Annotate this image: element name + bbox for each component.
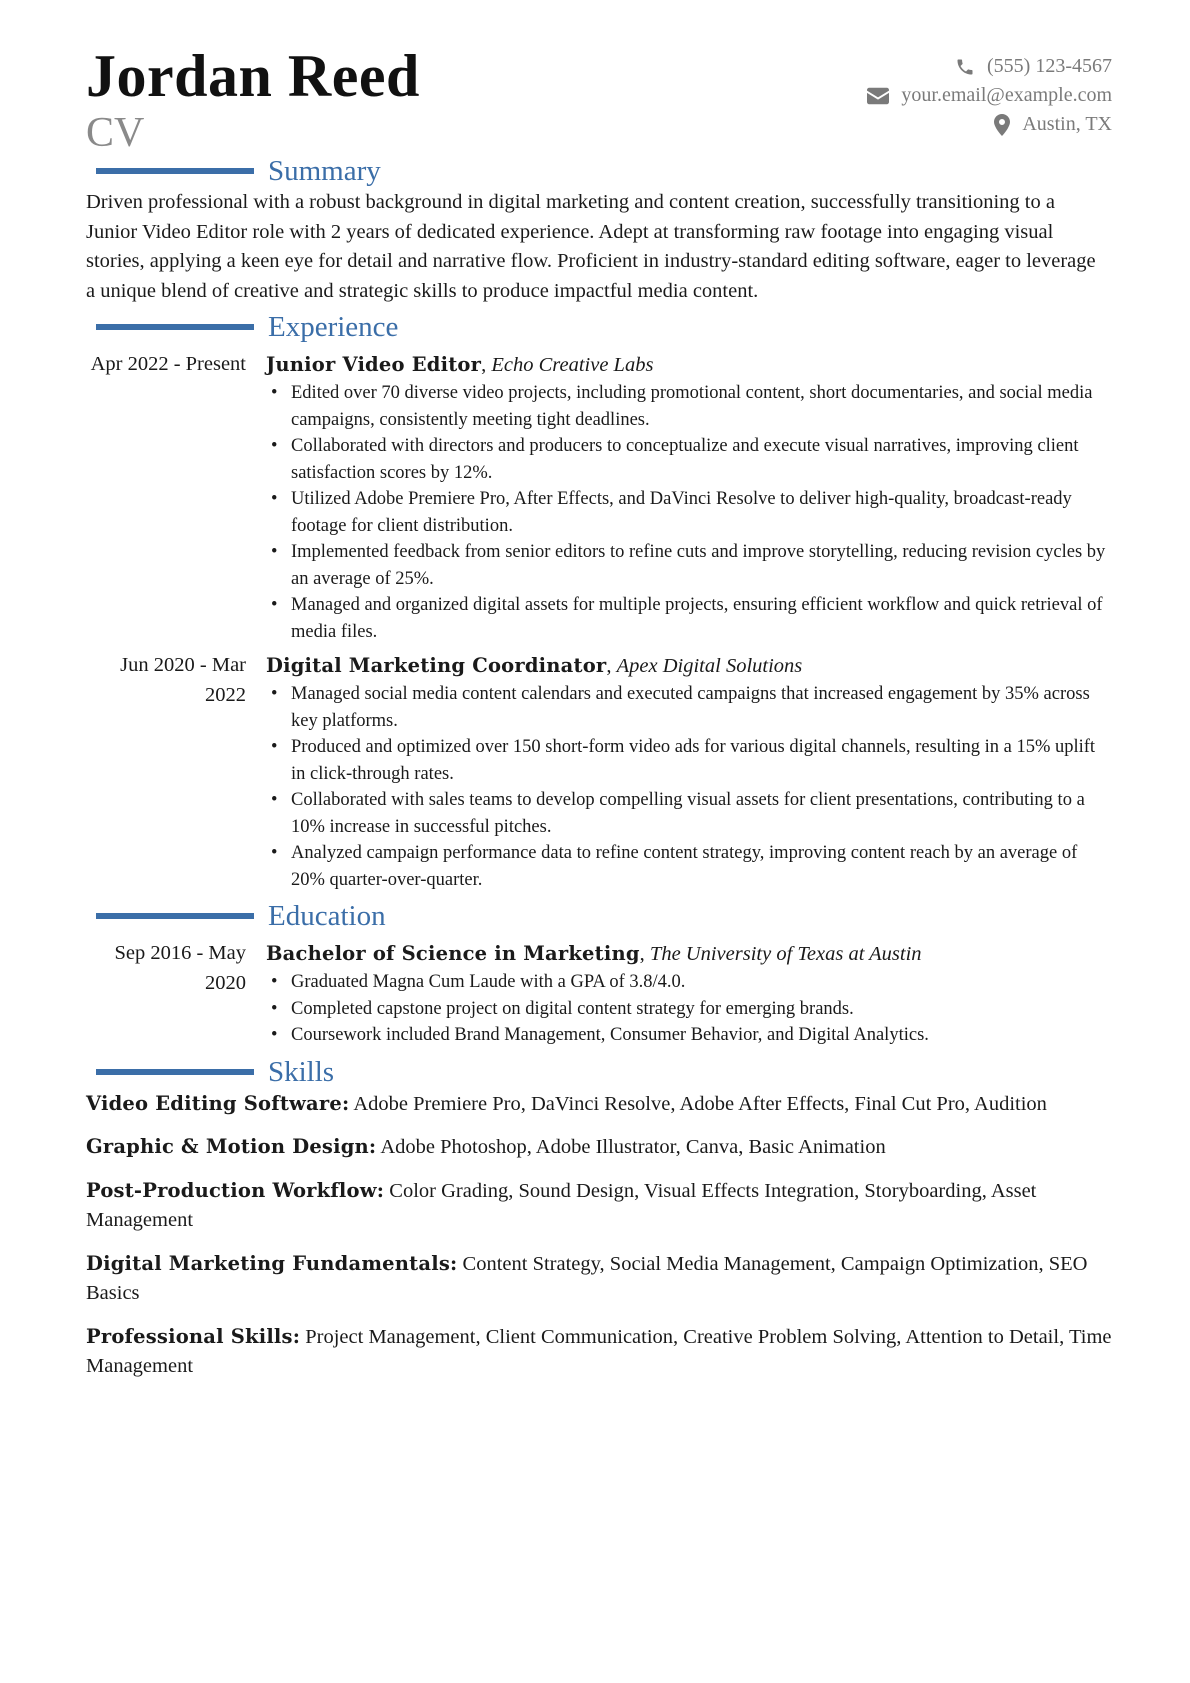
list-item: • Analyzed campaign performance data to refine content strategy, improving content reach by an average of 20% quarter-over-quarter. [266, 840, 1112, 893]
skills-heading [86, 1055, 1112, 1089]
contact-location [867, 110, 1112, 139]
section-title: Education [268, 900, 386, 932]
section-title: Experience [268, 311, 399, 343]
summary-heading [86, 154, 1112, 188]
skill-line [86, 1322, 1112, 1382]
phone-icon [955, 57, 975, 77]
skill-label: Professional Skills: [86, 1324, 301, 1348]
experience-heading [86, 310, 1112, 344]
skill-label: Graphic & Motion Design: [86, 1135, 377, 1158]
skill-label: Post-Production Workflow: [86, 1178, 385, 1202]
entry-date: Apr 2022 - Present [90, 353, 246, 375]
cv-header [86, 44, 1112, 154]
experience-entry [86, 651, 1112, 893]
contact-info [867, 52, 1112, 139]
entry-date: Jun 2020 - Mar 2022 [120, 654, 246, 706]
cv-page [86, 44, 1112, 1395]
list-item: • Produced and optimized over 150 short-form video ads for various digital channels, resulting in a 15% uplift in click-through rates. [266, 734, 1112, 787]
section-title: Summary [268, 155, 381, 187]
entry-org: Apex Digital Solutions [616, 655, 803, 677]
list-item: • Graduated Magna Cum Laude with a GPA of 3.8/4.0. [266, 969, 1112, 996]
map-pin-icon [994, 114, 1010, 136]
skill-line [86, 1089, 1112, 1120]
entry-bullets [266, 380, 1112, 645]
skill-value: Adobe Photoshop, Adobe Illustrator, Canva, Basic Animation [376, 1136, 886, 1158]
entry-org: The University of Texas at Austin [649, 943, 922, 965]
education-heading [86, 899, 1112, 933]
skill-line [86, 1176, 1112, 1236]
list-item: • Collaborated with sales teams to develop compelling visual assets for client presentations, contributing to a 10% increase in successful pitches. [266, 787, 1112, 840]
email-text: your.email@example.com [901, 84, 1112, 106]
envelope-icon [867, 87, 889, 105]
list-item: • Managed social media content calendars and executed campaigns that increased engagement by 35% across key platforms. [266, 681, 1112, 734]
list-item: • Coursework included Brand Management, Consumer Behavior, and Digital Analytics. [266, 1022, 1112, 1049]
entry-role: Digital Marketing Coordinator [266, 654, 607, 677]
entry-date: Sep 2016 - May 2020 [114, 942, 246, 994]
section-title: Skills [268, 1055, 335, 1088]
list-item: • Implemented feedback from senior editors to refine cuts and improve storytelling, reducing revision cycles by an average of 25%. [266, 539, 1112, 592]
contact-email[interactable] [867, 81, 1112, 110]
entry-separator: , [639, 943, 650, 965]
entry-title [266, 939, 1112, 969]
entry-org: Echo Creative Labs [491, 354, 654, 376]
section-accent-bar [96, 1069, 254, 1075]
entry-separator: , [606, 655, 617, 677]
list-item: • Utilized Adobe Premiere Pro, After Effects, and DaVinci Resolve to deliver high-quality, broadcast-ready footage for client distribution. [266, 486, 1112, 539]
experience-entry [86, 350, 1112, 645]
skill-label: Video Editing Software: [86, 1091, 350, 1115]
phone-text: (555) 123-4567 [987, 55, 1112, 77]
entry-separator: , [481, 354, 492, 376]
education-entry [86, 939, 1112, 1049]
list-item: • Collaborated with directors and producers to conceptualize and execute visual narratives, improving client satisfaction scores by 12%. [266, 433, 1112, 486]
entry-role: Junior Video Editor [266, 353, 482, 376]
section-accent-bar [96, 168, 254, 174]
entry-bullets [266, 681, 1112, 893]
section-accent-bar [96, 913, 254, 919]
summary-text: Driven professional with a robust background in digital marketing and content creation, successfully transitioning to a Junior Video Editor role with 2 years of dedicated experience. Adept at transforming raw footage into engaging visual stories, applying a keen eye for detail and narrative flow. Proficient in industry-standard editing software, eager to leverage a unique blend of creative and strategic skills to produce impactful media content. [86, 191, 1096, 302]
skill-value: Content Strategy, Social Media Management, Campaign Optimization, SEO Basics [86, 1252, 1088, 1304]
skill-line [86, 1132, 1112, 1163]
document-type: CV [86, 110, 145, 156]
location-text: Austin, TX [1022, 113, 1112, 135]
skill-value: Adobe Premiere Pro, DaVinci Resolve, Adobe After Effects, Final Cut Pro, Audition [349, 1092, 1047, 1115]
entry-title [266, 651, 1112, 681]
entry-role: Bachelor of Science in Marketing [266, 942, 640, 965]
entry-body [266, 939, 1112, 1049]
candidate-name: Jordan Reed [86, 43, 420, 109]
entry-title [266, 350, 1112, 380]
skill-value: Project Management, Client Communication, Creative Problem Solving, Attention to Detail, Time Management [86, 1325, 1112, 1377]
contact-phone[interactable] [867, 52, 1112, 81]
entry-body [266, 651, 1112, 893]
entry-bullets [266, 969, 1112, 1049]
section-accent-bar [96, 324, 254, 330]
list-item: • Completed capstone project on digital content strategy for emerging brands. [266, 996, 1112, 1023]
entry-body [266, 350, 1112, 645]
list-item: • Edited over 70 diverse video projects, including promotional content, short documentaries, and social media campaigns, consistently meeting tight deadlines. [266, 380, 1112, 433]
skill-value: Color Grading, Sound Design, Visual Effects Integration, Storyboarding, Asset Management [86, 1179, 1037, 1231]
skill-label: Digital Marketing Fundamentals: [86, 1251, 458, 1275]
list-item: • Managed and organized digital assets for multiple projects, ensuring efficient workflow and quick retrieval of media files. [266, 592, 1112, 645]
skill-line [86, 1249, 1112, 1309]
